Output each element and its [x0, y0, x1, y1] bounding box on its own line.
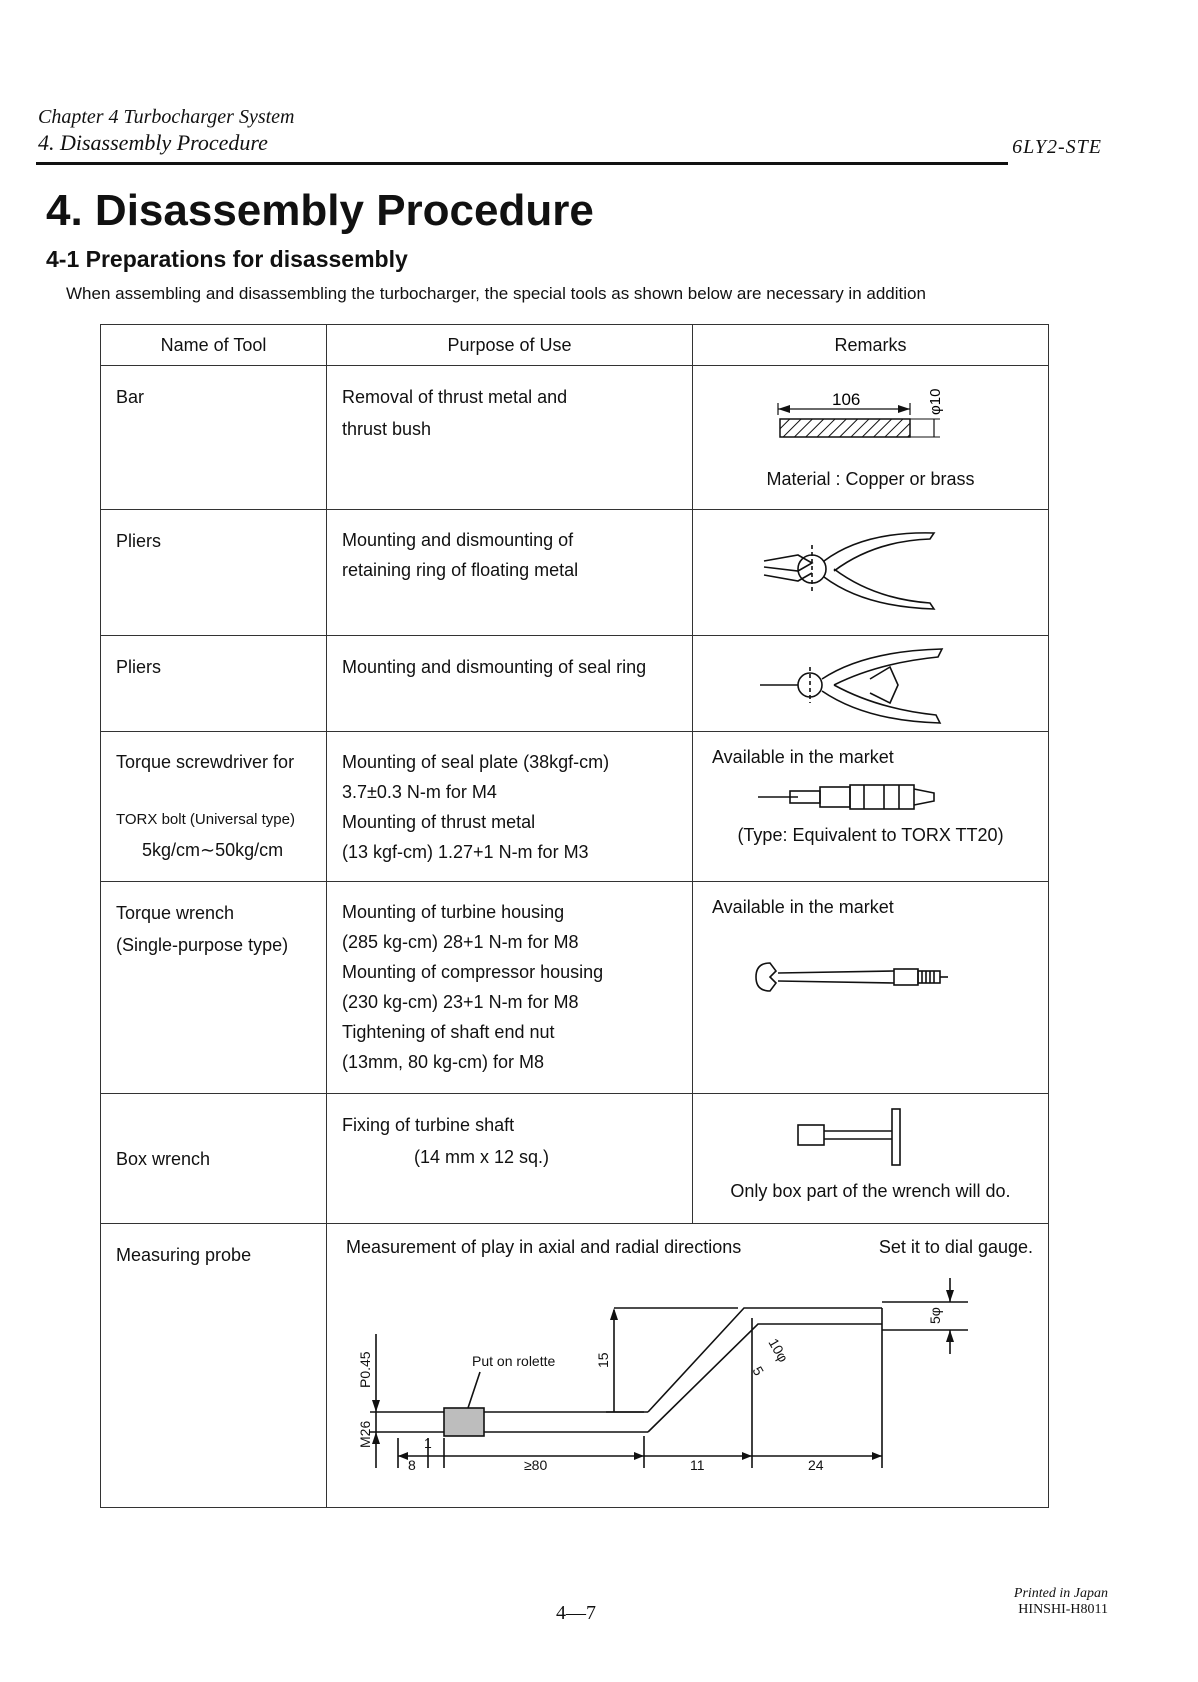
box-wrench-icon [694, 1095, 1048, 1179]
document-code: HINSHI-H8011 [1018, 1602, 1108, 1617]
rolette-label: Put on rolette [472, 1353, 556, 1369]
m26-label: M26 [357, 1420, 373, 1448]
remarks-cell [693, 1094, 1049, 1224]
page-number: 4—7 [556, 1602, 596, 1624]
section-header: 4. Disassembly Procedure [38, 130, 268, 155]
purpose-cell: Mounting of seal plate (38kgf-cm) 3.7±0.3 N-m for M4 Mounting of thrust metal (13 kgf-cm) 1.27+1 N-m for M3 [327, 732, 693, 882]
table-header-row [101, 325, 1049, 366]
model-code: 6LY2-STE [1012, 136, 1102, 158]
table-row [101, 366, 1049, 510]
purpose-cell: Mounting and dismounting of seal ring [327, 636, 693, 732]
dim-24-label: 24 [808, 1457, 824, 1473]
dim-5phi-label: 5φ [927, 1307, 943, 1324]
purpose-cell: Fixing of turbine shaft (14 mm x 12 sq.) [327, 1094, 693, 1224]
dim-11-label: 11 [690, 1457, 705, 1473]
tool-name-cell: Torque wrench (Single-purpose type) [101, 882, 327, 1094]
tool-name-cell: Bar [101, 366, 327, 510]
market-note: Available in the market [712, 747, 894, 767]
page-title: 4. Disassembly Procedure [46, 186, 594, 235]
measuring-probe-drawing [328, 1258, 1048, 1488]
header-name-of-tool: Name of Tool [101, 325, 327, 366]
purpose-cell: Mounting of turbine housing (285 kg-cm) 28+1 N-m for M8 Mounting of compressor housing (230 kg-cm) 23+1 N-m for M8 Tightening of shaft end nut (13mm, 80 kg-cm) for M8 [327, 882, 693, 1094]
bar-shape [780, 419, 910, 437]
bar-drawing [694, 367, 1048, 467]
dim-1-label: 1 [424, 1435, 432, 1451]
tool-name-cell: Measuring probe [101, 1224, 327, 1508]
pliers-icon [694, 511, 1048, 631]
table-row [101, 1094, 1049, 1224]
remarks-cell [693, 510, 1049, 636]
remarks-cell [693, 636, 1049, 732]
purpose-cell: Mounting and dismounting of retaining ring of floating metal [327, 510, 693, 636]
dim-5-label: 5 [749, 1363, 768, 1379]
box-wrench-note: Only box part of the wrench will do. [730, 1181, 1011, 1201]
table-row [101, 510, 1049, 636]
tool-name-cell: Torque screwdriver for TORX bolt (Universal type) 5kg/cm∼50kg/cm [101, 732, 327, 882]
probe-remark: Set it to dial gauge. [878, 1237, 1033, 1257]
bar-dia-label: φ10 [927, 388, 944, 415]
table-row [101, 882, 1049, 1094]
market-note: Available in the market [712, 897, 894, 917]
table-row [101, 732, 1049, 882]
purpose-cell: Removal of thrust metal and thrust bush [327, 366, 693, 510]
dim-10phi-label: 10φ [765, 1335, 792, 1365]
torque-wrench-icon [694, 919, 1048, 1039]
table-row [101, 1224, 1049, 1508]
chapter-header: Chapter 4 Turbocharger System [38, 106, 295, 128]
header-purpose-of-use: Purpose of Use [327, 325, 693, 366]
remarks-cell [693, 732, 1049, 882]
probe-purpose: Measurement of play in axial and radial directions [346, 1237, 742, 1257]
seal-ring-pliers-icon [694, 637, 1048, 729]
tool-name-cell: Pliers [101, 636, 327, 732]
special-tools-table [100, 324, 1049, 1508]
bar-length-label: 106 [832, 390, 861, 409]
torque-screwdriver-icon [694, 769, 1048, 819]
tool-name-cell: Box wrench [101, 1094, 327, 1224]
dim-80-label: ≥80 [524, 1457, 548, 1473]
section-subtitle: 4-1 Preparations for disassembly [46, 246, 408, 272]
header-rule [36, 162, 1008, 165]
table-row [101, 636, 1049, 732]
header-remarks: Remarks [693, 325, 1049, 366]
remarks-cell [693, 366, 1049, 510]
intro-paragraph: When assembling and disassembling the turbocharger, the special tools as shown below are necessary in addition [66, 284, 926, 303]
dim-15-label: 15 [595, 1352, 611, 1368]
dim-8-label: 8 [408, 1457, 416, 1473]
p045-label: P0.45 [357, 1351, 373, 1388]
type-note: (Type: Equivalent to TORX TT20) [737, 825, 1004, 845]
tool-name-cell: Pliers [101, 510, 327, 636]
probe-description-cell [327, 1224, 1049, 1508]
printed-note: Printed in Japan [1013, 1586, 1108, 1601]
remarks-cell [693, 882, 1049, 1094]
bar-material-note: Material : Copper or brass [766, 469, 975, 489]
